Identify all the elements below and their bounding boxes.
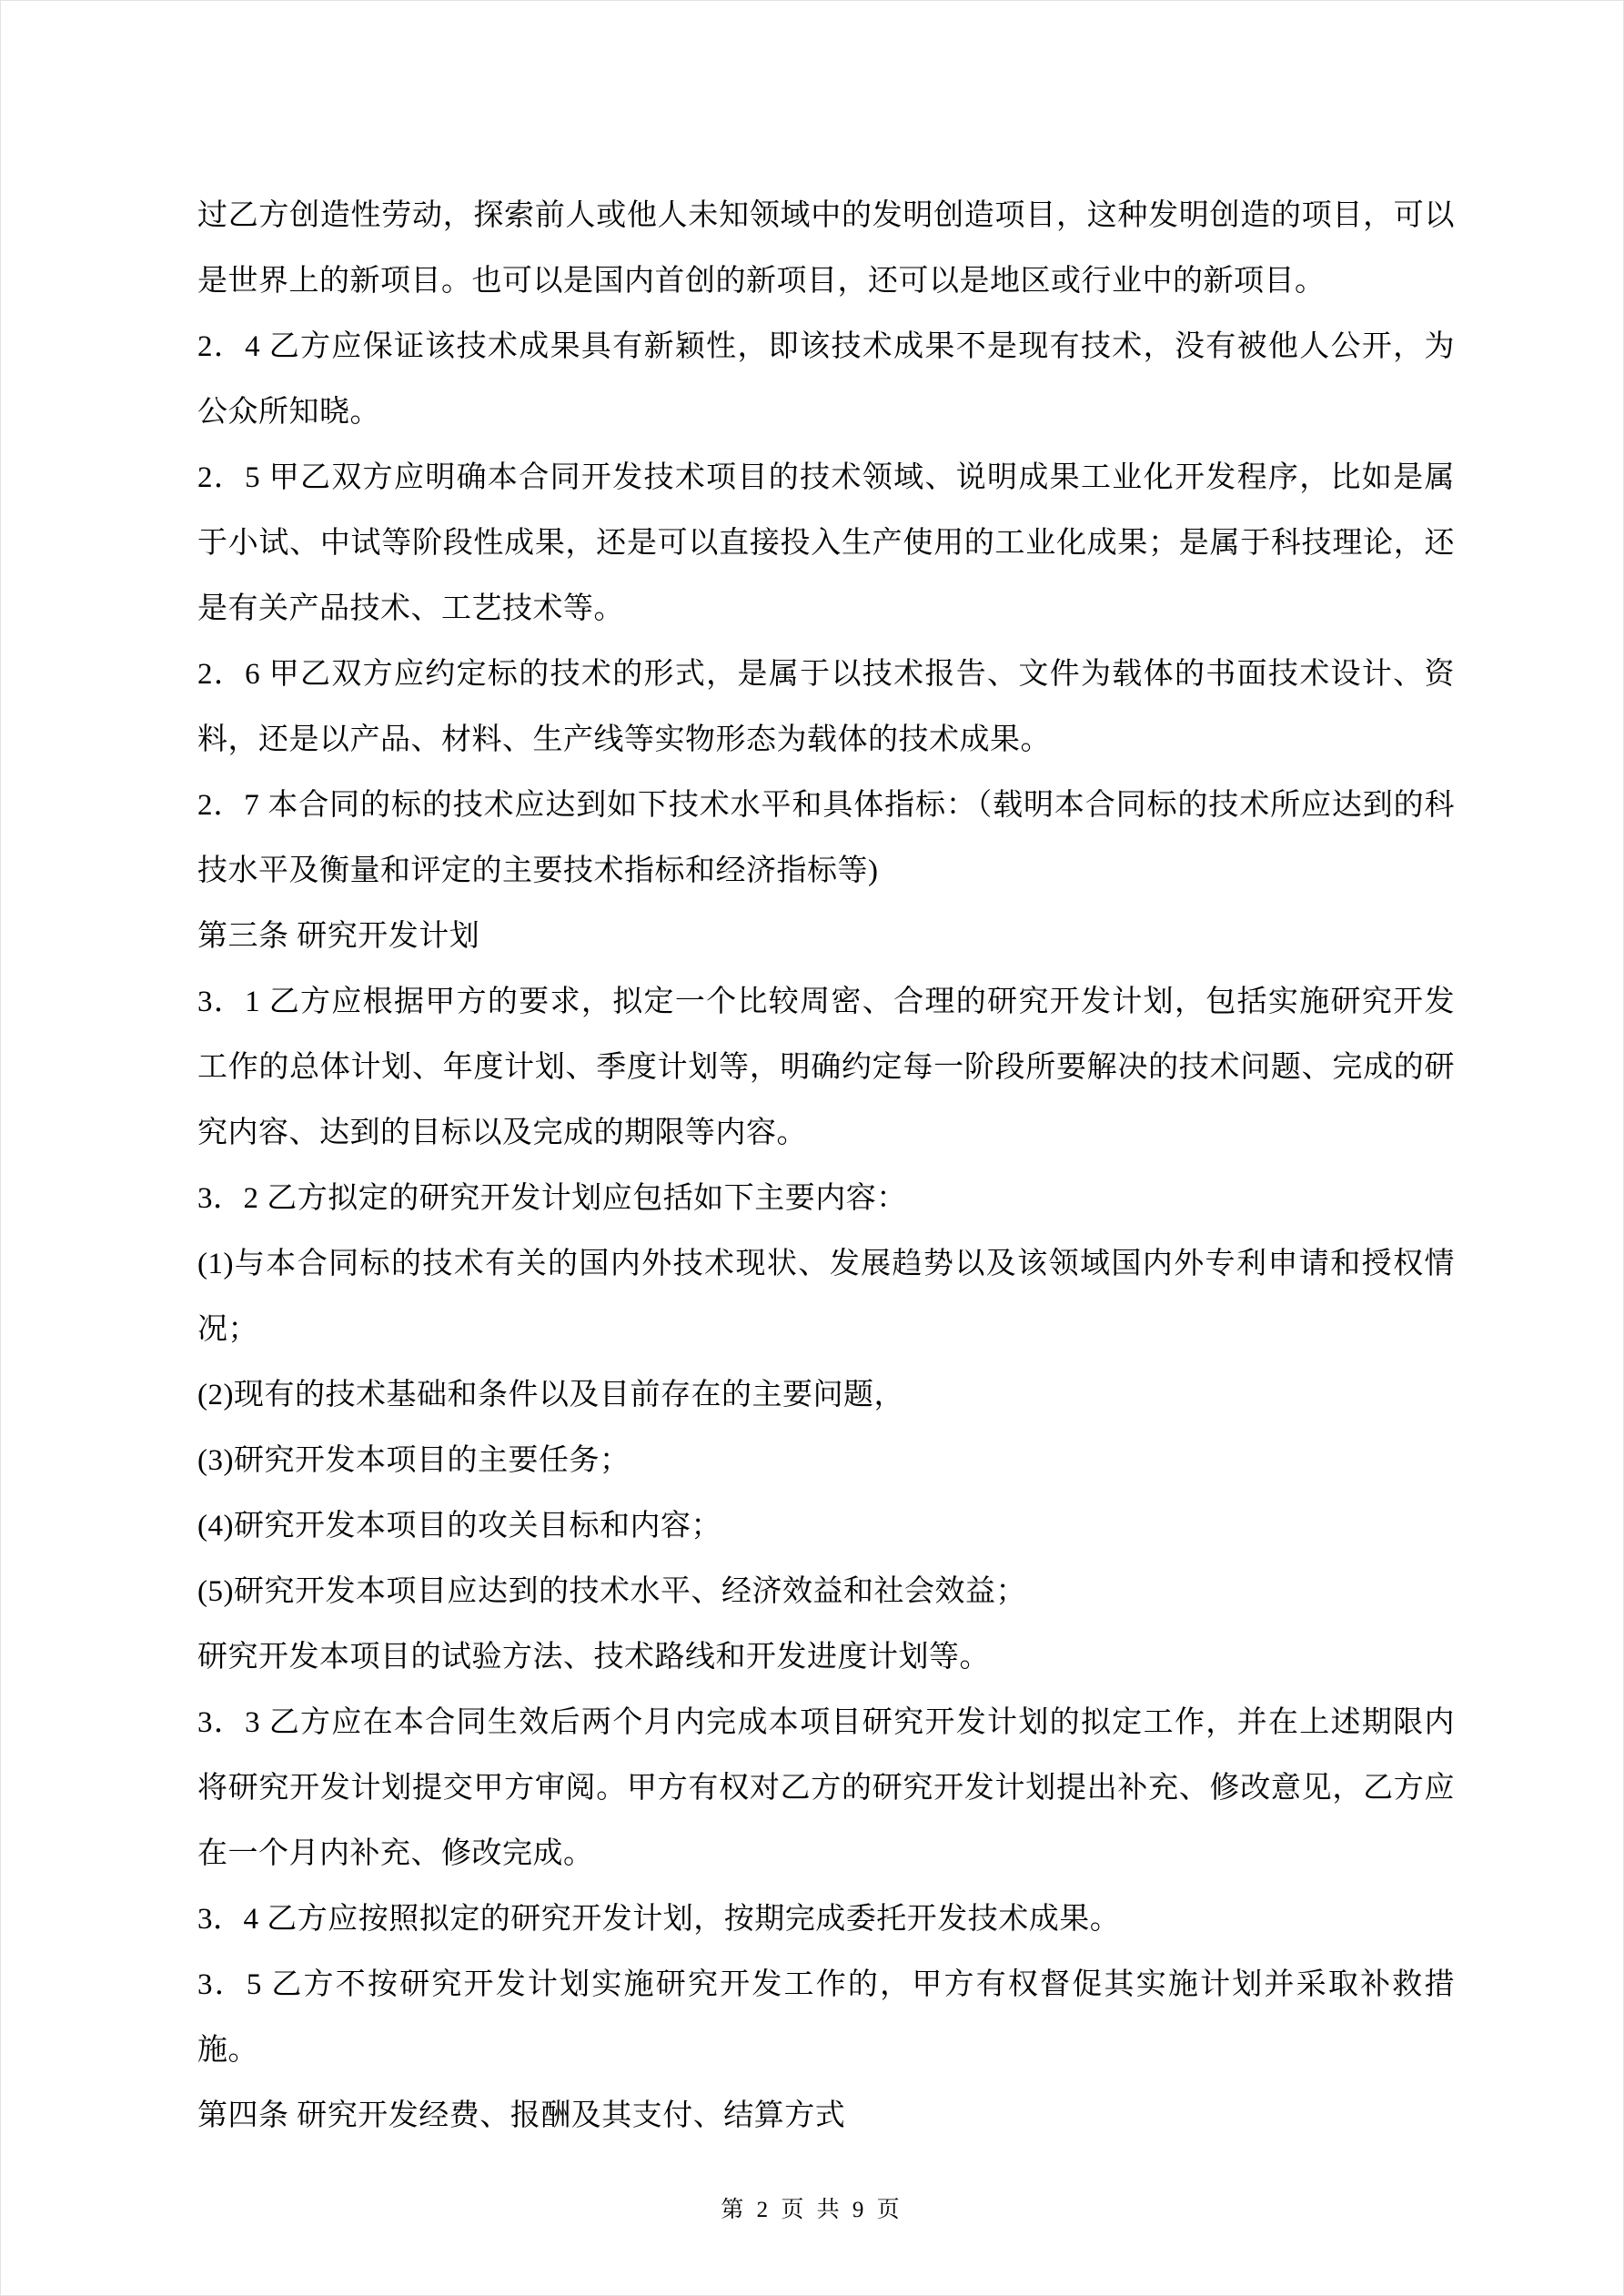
paragraph: 2．6 甲乙双方应约定标的技术的形式，是属于以技术报告、文件为载体的书面技术设计、资料，还是以产品、材料、生产线等实物形态为载体的技术成果。 xyxy=(197,658,1455,756)
paragraph: 3．3 乙方应在本合同生效后两个月内完成本项目研究开发计划的拟定工作，并在上述期限内将研究开发计划提交甲方审阅。甲方有权对乙方的研究开发计划提出补充、修改意见，乙方应在一个月内补充、修改完成。 xyxy=(197,1706,1455,1870)
paragraph: 过乙方创造性劳动，探索前人或他人未知领域中的发明创造项目，这种发明创造的项目，可以是世界上的新项目。也可以是国内首创的新项目，还可以是地区或行业中的新项目。 xyxy=(197,199,1455,298)
paragraph: 3．5 乙方不按研究开发计划实施研究开发工作的，甲方有权督促其实施计划并采取补救措施。 xyxy=(197,1968,1455,2067)
section-heading-article-4: 第四条 研究开发经费、报酬及其支付、结算方式 xyxy=(197,2099,846,2132)
paragraph: 3．2 乙方拟定的研究开发计划应包括如下主要内容： xyxy=(197,1182,907,1215)
list-item: (1)与本合同标的技术有关的国内外技术现状、发展趋势以及该领域国内外专利申请和授权情况； xyxy=(197,1248,1455,1346)
paragraph: 3．1 乙方应根据甲方的要求，拟定一个比较周密、合理的研究开发计划，包括实施研究开发工作的总体计划、年度计划、季度计划等，明确约定每一阶段所要解决的技术问题、完成的研究内容、达到的目标以及完成的期限等内容。 xyxy=(197,986,1455,1149)
list-item: (5)研究开发本项目应达到的技术水平、经济效益和社会效益； xyxy=(197,1575,1026,1608)
paragraph: 2．7 本合同的标的技术应达到如下技术水平和具体指标：（载明本合同标的技术所应达到的科技水平及衡量和评定的主要技术指标和经济指标等) xyxy=(197,789,1455,887)
paragraph: 研究开发本项目的试验方法、技术路线和开发进度计划等。 xyxy=(197,1641,990,1674)
paragraph: 2．5 甲乙双方应明确本合同开发技术项目的技术领域、说明成果工业化开发程序，比如是属于小试、中试等阶段性成果，还是可以直接投入生产使用的工业化成果；是属于科技理论，还是有关产品技术、工艺技术等。 xyxy=(197,461,1455,625)
list-item: (4)研究开发本项目的攻关目标和内容； xyxy=(197,1510,721,1542)
page-footer: 第 2 页 共 9 页 xyxy=(721,2198,903,2222)
document-body xyxy=(197,183,1455,2149)
section-heading-article-3: 第三条 研究开发计划 xyxy=(197,920,480,953)
list-item: (2)现有的技术基础和条件以及目前存在的主要问题， xyxy=(197,1379,904,1411)
list-item: (3)研究开发本项目的主要任务； xyxy=(197,1444,630,1477)
paragraph: 3．4 乙方应按照拟定的研究开发计划，按期完成委托开发技术成果。 xyxy=(197,1903,1121,1936)
paragraph: 2．4 乙方应保证该技术成果具有新颖性，即该技术成果不是现有技术，没有被他人公开，为公众所知晓。 xyxy=(197,330,1455,429)
